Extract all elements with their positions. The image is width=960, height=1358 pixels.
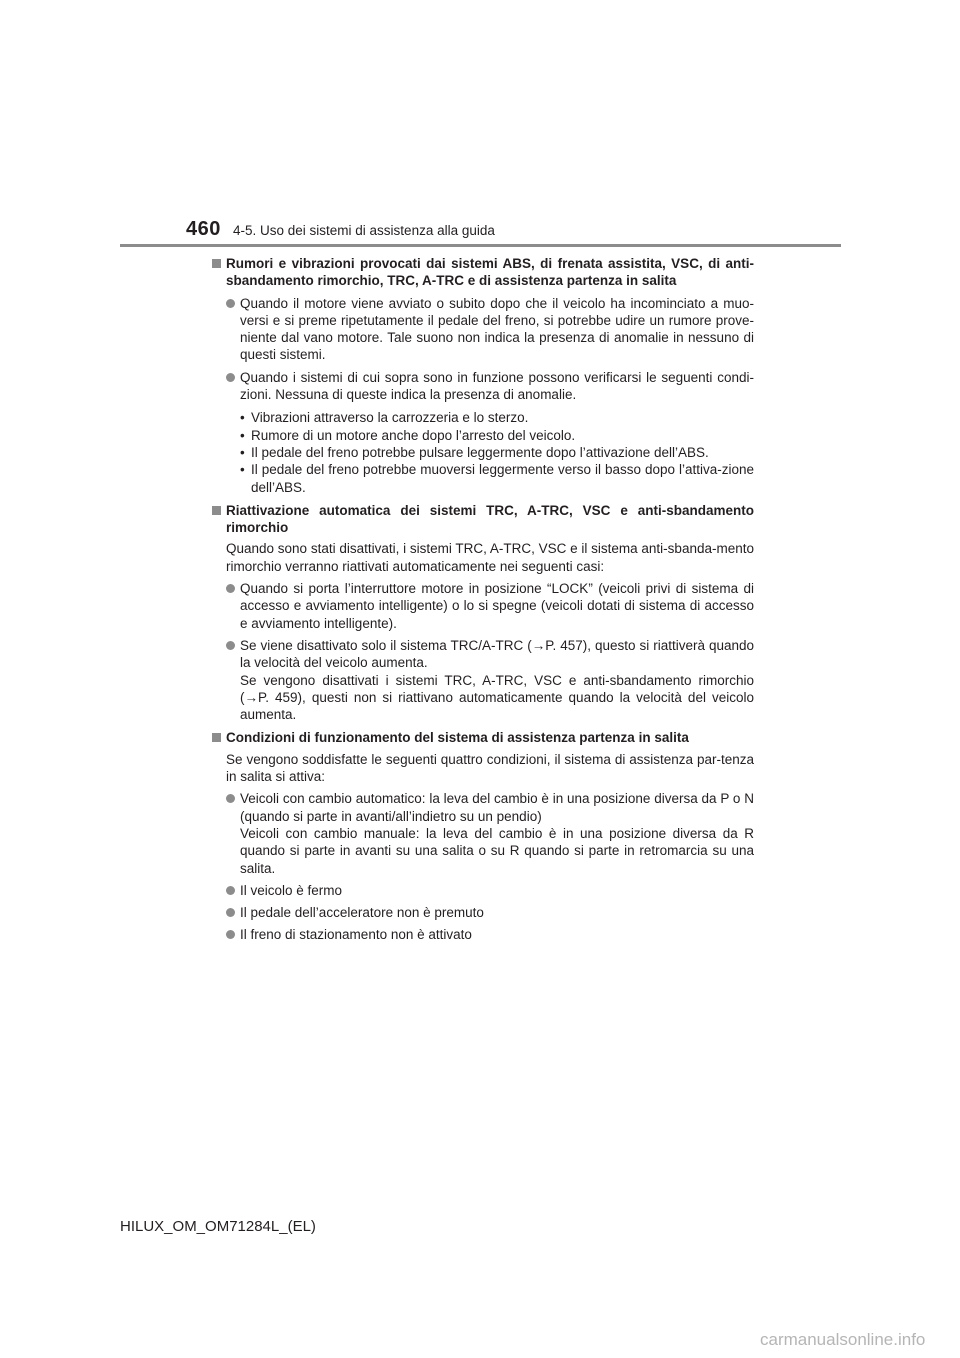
list-item: [212, 882, 754, 899]
list-item: [212, 580, 754, 632]
section-heading-noise-vibrations: [212, 255, 754, 290]
watermark-link[interactable]: carmanualsonline.info: [760, 1330, 926, 1349]
list-item: [212, 369, 754, 404]
gray-circle-icon: [226, 886, 235, 895]
gray-circle-icon: [226, 641, 235, 650]
gray-square-icon: [212, 259, 221, 268]
list-item: [212, 926, 754, 943]
sub-list-item: [212, 427, 754, 444]
dot-bullet-icon: •: [240, 462, 245, 478]
gray-circle-icon: [226, 794, 235, 803]
section-heading-auto-reactivation: [212, 502, 754, 537]
footer-manual-code: HILUX_OM_OM71284L_(EL): [120, 1218, 316, 1235]
sub-list-item-text: Vibrazioni attraverso la carrozzeria e lo sterzo.: [251, 410, 529, 426]
gray-circle-icon: [226, 584, 235, 593]
heading-text: Rumori e vibrazioni provocati dai sistemi ABS, di frenata assistita, VSC, di anti-sbandamento rimorchio, TRC, A-TRC e di assistenza partenza in salita: [226, 256, 754, 289]
dot-bullet-icon: •: [240, 444, 245, 460]
header-divider: [120, 244, 841, 247]
heading-text: Riattivazione automatica dei sistemi TRC, A-TRC, VSC e anti-sbandamento rimorchio: [226, 502, 754, 536]
section-heading-hill-start-conditions: [212, 729, 754, 746]
list-item-text: Il freno di stazionamento non è attivato: [240, 927, 472, 943]
list-item: [212, 295, 754, 364]
list-item: [212, 637, 754, 723]
page-header: [0, 0, 960, 250]
dot-bullet-icon: •: [240, 427, 245, 443]
list-item-text: Quando il motore viene avviato o subito dopo che il veicolo ha incominciato a muo-versi e si preme ripetutamente il pedale del freno, si potrebbe udire un rumore prove-niente dal vano motore. Tale suono non indica la presenza di anomalie in nessuno di questi sistemi.: [240, 295, 754, 363]
gray-square-icon: [212, 506, 221, 515]
list-item-text: Quando si porta l’interruttore motore in posizione “LOCK” (veicoli privi di sistema di accesso e avviamento intelligente) o lo si spegne (veicoli dotati di sistema di accesso e avviamento intelligente).: [240, 581, 754, 631]
list-item-text: Se vengono disattivati i sistemi TRC, A-TRC, VSC e anti-sbandamento rimorchio (→P. 459), questi non si riattivano automaticamente quando la velocità del veicolo aumenta.: [240, 672, 754, 723]
list-item-text: Veicoli con cambio manuale: la leva del cambio è in una posizione diversa da R quando si parte in avanti su una salita o su R quando si parte in retromarcia su una salita.: [240, 825, 754, 876]
list-item: [212, 904, 754, 921]
gray-circle-icon: [226, 299, 235, 308]
list-item: [212, 790, 754, 876]
page-content: [212, 255, 754, 944]
list-item-text: Quando i sistemi di cui sopra sono in funzione possono verificarsi le seguenti condi-zioni. Nessuna di queste indica la presenza di anomalie.: [240, 369, 754, 403]
gray-circle-icon: [226, 908, 235, 917]
section-intro: Se vengono soddisfatte le seguenti quattro condizioni, il sistema di assistenza par-tenza in salita si attiva:: [226, 751, 754, 785]
list-item-text: Veicoli con cambio automatico: la leva del cambio è in una posizione diversa da P o N (quando si parte in avanti/all’indietro su un pendio): [240, 791, 754, 824]
section-intro: Quando sono stati disattivati, i sistemi TRC, A-TRC, VSC e il sistema anti-sbanda-mento rimorchio verranno riattivati automaticamente nei seguenti casi:: [226, 541, 754, 574]
sub-list-item: [212, 409, 754, 426]
gray-square-icon: [212, 733, 221, 742]
sub-list-item-text: Il pedale del freno potrebbe muoversi leggermente verso il basso dopo l’attiva-zione dell’ABS.: [251, 462, 754, 495]
heading-text: Condizioni di funzionamento del sistema di assistenza partenza in salita: [226, 730, 689, 746]
page-number: 460: [186, 218, 221, 240]
sub-list-item-text: Il pedale del freno potrebbe pulsare leggermente dopo l’attivazione dell’ABS.: [251, 444, 709, 460]
sub-list: [212, 409, 754, 495]
list-item-text: Il pedale dell’acceleratore non è premuto: [240, 905, 484, 921]
section-title: 4-5. Uso dei sistemi di assistenza alla guida: [233, 223, 495, 238]
gray-circle-icon: [226, 930, 235, 939]
sub-list-item: [212, 461, 754, 496]
gray-circle-icon: [226, 373, 235, 382]
sub-list-item: [212, 444, 754, 461]
list-item-text: Il veicolo è fermo: [240, 882, 343, 898]
sub-list-item-text: Rumore di un motore anche dopo l’arresto del veicolo.: [251, 427, 576, 443]
list-item-text: Se viene disattivato solo il sistema TRC/A-TRC (→P. 457), questo si riattiverà quando la velocità del veicolo aumenta.: [240, 637, 754, 671]
dot-bullet-icon: •: [240, 410, 245, 426]
